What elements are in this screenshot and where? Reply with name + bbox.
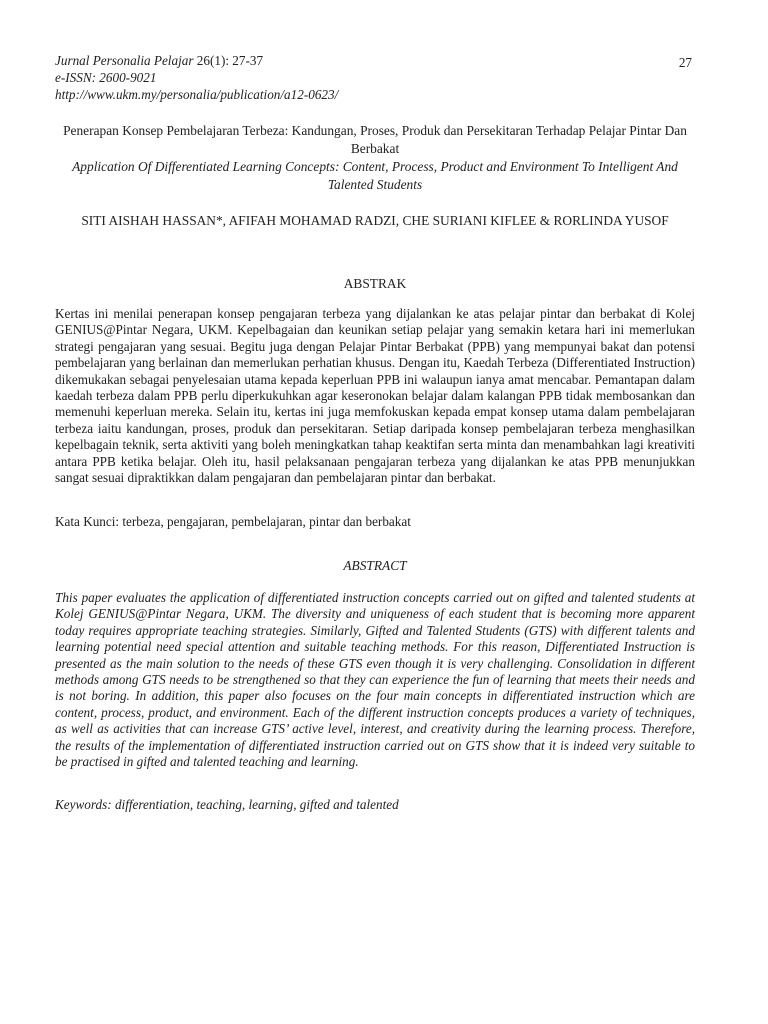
journal-name: Jurnal Personalia Pelajar [55,53,194,68]
paper-title-malay: Penerapan Konsep Pembelajaran Terbeza: Kandungan, Proses, Produk dan Persekitaran Terhadap Pelajar Pintar Dan Berbakat [63,123,687,156]
page-number: 27 [678,55,692,70]
journal-url: http://www.ukm.my/personalia/publication/a12-0623/ [55,87,339,102]
journal-volume-pages: 26(1): 27-37 [193,53,264,68]
kata-kunci: Kata Kunci: terbeza, pengajaran, pembelajaran, pintar dan berbakat [55,514,411,529]
abstract-body: This paper evaluates the application of differentiated instruction concepts carried out on gifted and talented students at Kolej GENIUS@Pintar Negara, UKM. The diversity and uniqueness of each student that is becoming more apparent today requires appropriate teaching strategies. Similarly, Gifted and Talented Students (GTS) with different talents and learning potential need special attention and suitable teaching methods. For this reason, Differentiated Instruction is presented as the main solution to the needs of these GTS even though it is very challenging. Consolidation in different methods among GTS needs to be strengthened so that they can experience the fun of learning that meets their needs and is not boring. In addition, this paper also focuses on the four main concepts in differentiated instruction which are content, process, product, and environment. Each of the different instruction concepts produces a variety of techniques, as well as activities that can increase GTS’ active level, interest, and creativity during the learning process. Therefore, the results of the implementation of differentiated instruction carried out on GTS show that it is indeed very suitable to be practised in gifted and talented teaching and learning. [55,590,695,770]
journal-header [55,52,338,103]
journal-eissn: e-ISSN: 2600-9021 [55,70,157,85]
title-block [55,122,695,194]
abstrak-heading: ABSTRAK [343,276,407,291]
author-list: SITI AISHAH HASSAN*, AFIFAH MOHAMAD RADZI, CHE SURIANI KIFLEE & RORLINDA YUSOF [81,213,669,228]
abstract-heading: ABSTRACT [343,558,407,573]
keywords: Keywords: differentiation, teaching, learning, gifted and talented [55,797,399,812]
abstrak-body: Kertas ini menilai penerapan konsep pengajaran terbeza yang dijalankan ke atas pelajar pintar dan berbakat di Kolej GENIUS@Pintar Negara, UKM. Kepelbagaian dan keunikan setiap pelajar yang semakin ketara hari ini memerlukan strategi pengajaran yang sesuai. Begitu juga dengan Pelajar Pintar Berbakat (PPB) yang mempunyai bakat dan potensi pembelajaran yang berlainan dan memerlukan perhatian khusus. Dengan itu, Kaedah Terbeza (Differentiated Instruction) dikemukakan sebagai penyelesaian utama kepada keperluan PPB ini walaupun ianya amat mencabar. Pemantapan dalam kaedah terbeza dalam PPB perlu diperkukuhkan agar keseronokan belajar dalam kalangan PPB tidak membosankan dan memenuhi keperluan mereka. Selain itu, kertas ini juga memfokuskan kepada empat konsep utama dalam pembelajaran terbeza iaitu kandungan, proses, produk dan persekitaran. Setiap daripada konsep pembelajaran terbeza menghasilkan kepelbagain teknik, serta aktiviti yang boleh meningkatkan tahap keaktifan serta minta dan menambahkan lagi kreativiti antara PPB ketika belajar. Oleh itu, hasil pelaksanaan pengajaran terbeza yang dijalankan ke atas PPB menunjukkan sangat sesuai dipraktikkan dalam pengajaran dan pembelajaran pintar dan berbakat. [55,306,695,486]
journal-citation [55,52,338,69]
paper-title-english: Application Of Differentiated Learning Concepts: Content, Process, Product and Environment To Intelligent And Talented Students [72,159,678,192]
